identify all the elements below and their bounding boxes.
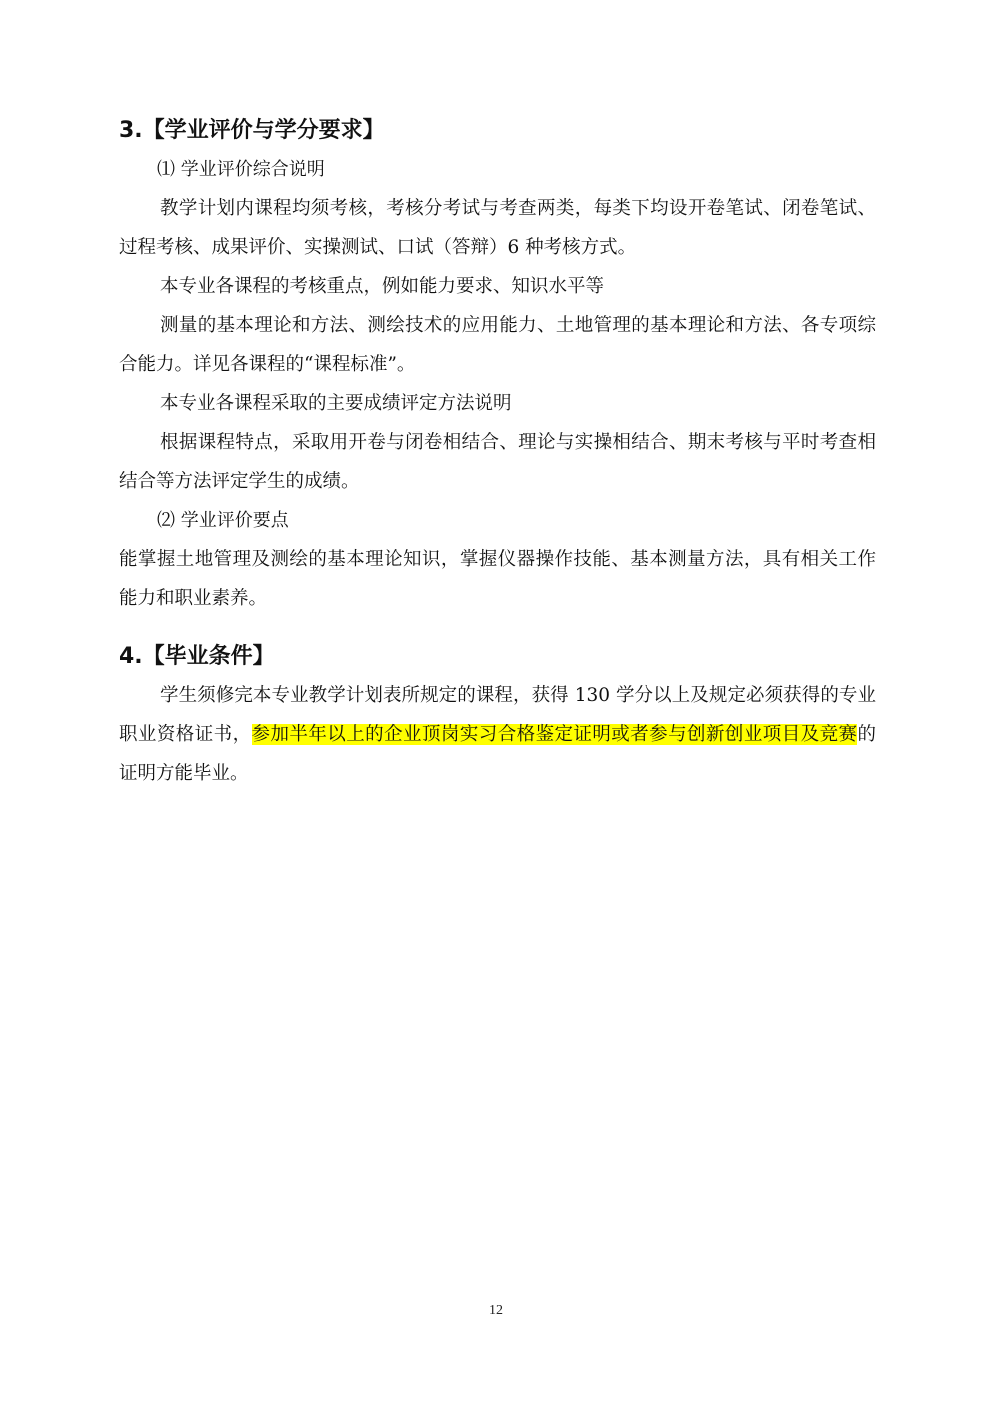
- highlighted-text: 参加半年以上的企业顶岗实习合格鉴定证明或者参与创新创业项目及竞赛: [251, 724, 858, 745]
- paragraph-evaluation-points: 能掌握土地管理及测绘的基本理论知识，掌握仪器操作技能、基本测量方法，具有相关工作能力和职业素养。: [119, 549, 876, 609]
- paragraph-grading-method-title: 本专业各课程采取的主要成绩评定方法说明: [160, 393, 512, 414]
- page-content: [119, 112, 876, 793]
- subsection-1-label: ⑴ 学业评价综合说明: [157, 159, 325, 180]
- paragraph-assessment-types: 教学计划内课程均须考核，考核分考试与考查两类，每类下均设开卷笔试、闭卷笔试、过程考核、成果评价、实操测试、口试（答辩）6 种考核方式。: [119, 198, 876, 258]
- paragraph-graduation-conditions: [119, 676, 876, 793]
- graduation-text-start: 学生须修完本专业教学计划表所规定的课程，获得 130 学分以上及规定必须获得的专业职业资格证书，: [119, 685, 876, 745]
- graduation-text-end: 的证明方能毕业。: [119, 724, 876, 784]
- subsection-2-label: ⑵ 学业评价要点: [157, 510, 289, 531]
- section-3-heading: 3.【学业评价与学分要求】: [119, 118, 385, 143]
- page-number: 12: [489, 1303, 503, 1318]
- paragraph-assessment-focus-title: 本专业各课程的考核重点，例如能力要求、知识水平等: [160, 276, 605, 297]
- section-4-heading: 4.【毕业条件】: [119, 644, 275, 669]
- paragraph-assessment-focus: 测量的基本理论和方法、测绘技术的应用能力、土地管理的基本理论和方法、各专项综合能力。详见各课程的“课程标准”。: [119, 315, 876, 375]
- paragraph-grading-method: 根据课程特点，采取用开卷与闭卷相结合、理论与实操相结合、期末考核与平时考查相结合等方法评定学生的成绩。: [119, 432, 876, 492]
